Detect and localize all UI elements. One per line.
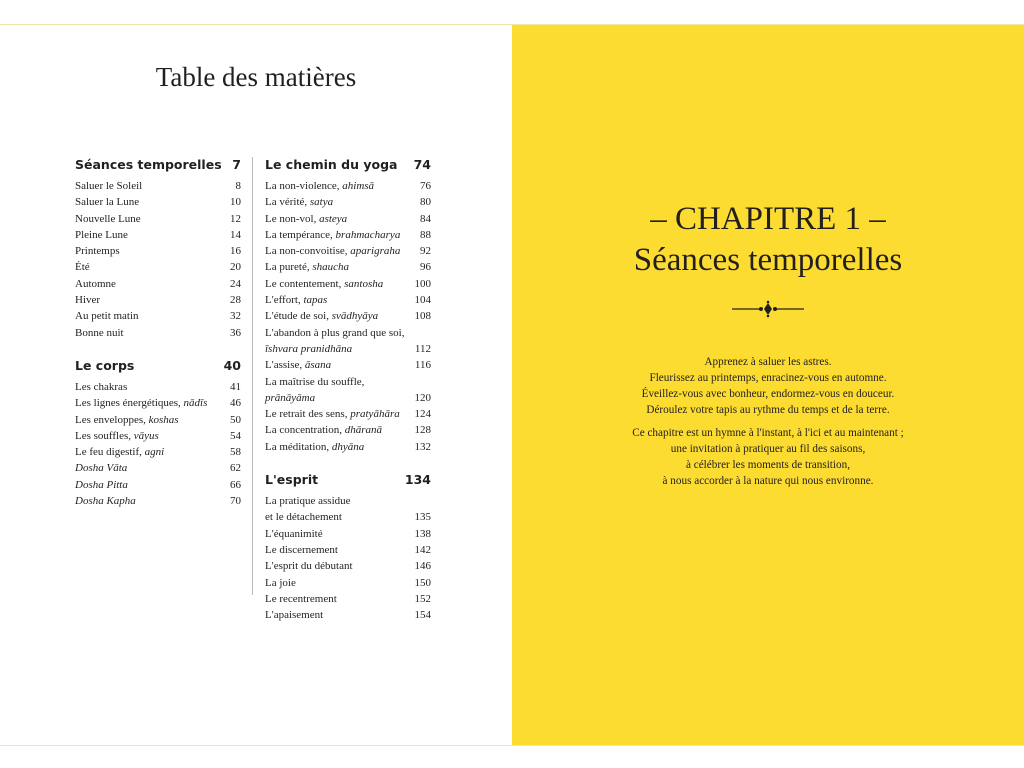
toc-entry[interactable] [265,292,431,308]
toc-entry-page: 96 [420,261,431,274]
toc-entry-label: L'esprit du débutant [265,560,353,573]
toc-entry-label [75,460,230,476]
toc-section-page: 134 [404,472,431,488]
toc-entry-label: Le feu digestif, agni [75,446,165,459]
chapter-title: Séances temporelles [633,242,903,278]
sanskrit-term: satya [309,196,334,209]
toc-entry-page: 124 [414,408,431,421]
toc-entry[interactable] [75,178,241,194]
toc-entry-page: 84 [420,212,431,225]
toc-entry-label: La méditation, dhyāna [265,440,365,453]
toc-section[interactable] [265,157,431,178]
sanskrit-term: vāyus [133,429,159,442]
toc-entry-label: La vérité, satya [265,196,334,209]
toc-entry-label: Le recentrement [265,592,337,605]
toc-entry-page: 41 [230,380,241,393]
toc-entry[interactable] [265,493,431,526]
toc-entry-label: Hiver [75,294,101,307]
toc-entry[interactable] [75,211,241,227]
toc-entry-label [75,477,230,493]
toc-entry[interactable] [265,259,431,275]
toc-entry-page: 66 [230,478,241,491]
toc-section[interactable] [75,157,241,178]
sanskrit-term: prānāyāma [265,391,316,404]
toc-entry-label [75,493,230,509]
toc-entry[interactable] [265,308,431,324]
toc-entry-page: 120 [414,391,431,404]
toc-entry-label: Les chakras [75,380,128,393]
toc-entry-label: Le non-vol, asteya [265,212,348,225]
chapter-intro [512,354,1024,489]
sanskrit-term: nādīs [183,397,208,410]
toc-entry-page: 54 [230,429,241,442]
toc-entry[interactable] [75,477,241,493]
toc-entry[interactable] [265,325,431,358]
intro-line: Fleurissez au printemps, enracinez-vous en automne. [649,372,887,384]
toc-title: Table des matières [155,62,357,92]
toc-entry-label: La non-violence, ahimsā [265,180,375,192]
toc-entry-label: Le retrait des sens, pratyāhāra [265,408,400,421]
toc-entry-page: 50 [230,413,241,426]
sanskrit-term: aparigraha [350,245,401,258]
sanskrit-term: shaucha [312,261,350,274]
toc-entry[interactable] [265,357,431,373]
toc-entry[interactable] [265,178,431,194]
toc-entry-page: 146 [414,560,431,573]
sanskrit-term: tapas [303,294,328,307]
toc-entry[interactable] [75,493,241,509]
toc-entry[interactable] [75,325,241,341]
toc-entry-label: Nouvelle Lune [75,212,141,225]
toc-section-title: L'esprit [265,472,319,488]
toc-entry-label: L'équanimité [265,527,323,540]
toc-entry[interactable] [75,460,241,476]
toc-entry-page: 150 [414,576,431,589]
toc-entry-page: 28 [230,294,241,307]
toc-entry-page: 108 [414,310,431,323]
toc-entry-page: 116 [414,359,431,372]
toc-entry-label: Pleine Lune [75,228,128,241]
toc-entry[interactable] [75,259,241,275]
toc-entry-label: Saluer la Lune [75,196,140,209]
toc-entry-label: L'apaisement [265,609,324,622]
toc-entry-label: La pratique assidue et le détachement [265,495,351,524]
toc-entry-page: 92 [420,245,431,258]
toc-entry-page: 80 [420,196,431,209]
toc-entry-label: Les enveloppes, koshas [75,413,179,426]
toc-entry-page: 112 [414,342,431,355]
toc-entry-page: 104 [414,294,431,307]
toc-entry[interactable] [265,542,431,558]
toc-entry-page: 132 [414,440,431,453]
toc-entry-label: La non-convoitise, aparigraha [265,245,401,258]
toc-entry-label: Les souffles, vāyus [75,429,159,442]
toc-entry-page: 142 [414,543,431,556]
sanskrit-term: Dosha Pitta [75,478,128,491]
sanskrit-term: svādhyāya [331,310,379,323]
toc-entry-label: La pureté, shaucha [265,261,350,274]
sanskrit-term: dhāranā [344,424,382,437]
toc-entry-page: 8 [235,180,241,192]
intro-line: Déroulez votre tapis au rythme du temps et de la terre. [646,404,890,416]
bottom-page-edge [0,745,1024,746]
toc-entry[interactable] [265,211,431,227]
toc-column-left [75,157,241,509]
toc-entry-label: La joie [265,576,296,589]
toc-entry-page: 12 [230,212,241,225]
sanskrit-term: santosha [344,277,384,290]
toc-section-title: Le corps [75,357,135,373]
toc-entry[interactable] [265,575,431,591]
toc-entry-label: La concentration, dhāranā [265,424,382,437]
toc-entry[interactable] [75,428,241,444]
toc-entry[interactable] [265,422,431,438]
intro-line: Ce chapitre est un hymne à l'instant, à l'ici et au maintenant ; [632,427,904,439]
toc-entry-page: 58 [230,446,241,459]
column-divider [252,157,253,595]
sanskrit-term: āsana [304,359,332,372]
toc-entry[interactable] [75,227,241,243]
toc-entry-page: 138 [414,527,431,540]
chapter-number: – CHAPITRE 1 – [650,201,886,237]
toc-section-page: 40 [223,357,241,373]
toc-entry-page: 14 [230,228,241,241]
toc-section[interactable] [265,472,431,493]
toc-entry[interactable] [75,243,241,259]
toc-entry[interactable] [75,194,241,210]
toc-entry-label: Au petit matin [75,310,139,323]
toc-entry[interactable] [265,439,431,455]
sanskrit-term: Dosha Kapha [75,495,136,508]
toc-entry[interactable] [75,308,241,324]
toc-entry-label: La maîtrise du souffle, prānāyāma [265,375,365,404]
toc-entry-label: L'effort, tapas [265,294,328,307]
toc-entry-label: Bonne nuit [75,326,124,339]
toc-entry-page: 32 [230,310,241,323]
toc-entry[interactable] [265,243,431,259]
toc-entry-page: 70 [230,495,241,508]
toc-entry[interactable] [265,526,431,542]
sanskrit-term: agni [144,446,165,459]
intro-line: Apprenez à saluer les astres. [704,356,832,368]
toc-entry[interactable] [75,379,241,395]
intro-line: à célébrer les moments de transition, [685,459,851,471]
toc-entry[interactable] [75,276,241,292]
chapter-heading [512,199,1024,281]
toc-entry[interactable] [75,444,241,460]
toc-entry-page: 24 [230,277,241,290]
toc-entry-page: 152 [414,592,431,605]
toc-entry-page: 10 [230,196,241,209]
toc-entry[interactable] [265,227,431,243]
intro-line: Éveillez-vous avec bonheur, endormez-vous en douceur. [641,388,895,400]
toc-entry-label: Les lignes énergétiques, nādīs [75,397,208,410]
toc-entry-page: 62 [230,462,241,475]
toc-entry[interactable] [265,276,431,292]
sanskrit-term: ahimsā [342,180,375,192]
toc-entry[interactable] [265,607,431,623]
toc-entry-label: L'étude de soi, svādhyāya [265,310,379,323]
sanskrit-term: koshas [148,413,179,426]
sanskrit-term: pratyāhāra [350,408,400,421]
toc-entry[interactable] [265,558,431,574]
toc-section-title: Séances temporelles [75,157,222,172]
toc-section[interactable] [75,358,241,379]
toc-entry-page: 20 [230,261,241,274]
toc-entry[interactable] [75,412,241,428]
sanskrit-term: īshvara pranidhāna [265,342,353,355]
toc-section-page: 7 [232,157,241,172]
toc-entry[interactable] [265,406,431,422]
toc-entry-label: Le discernement [265,543,338,556]
toc-section-page: 74 [413,157,431,172]
toc-entry-label: La tempérance, brahmacharya [265,228,401,241]
toc-entry-label: Automne [75,277,116,290]
toc-entry-label: L'abandon à plus grand que soi, īshvara pranidhāna [265,326,405,355]
toc-entry-page: 128 [414,424,431,437]
toc-entry-page: 100 [414,277,431,290]
toc-entry-label: L'assise, āsana [265,359,332,372]
toc-section-title: Le chemin du yoga [265,157,398,172]
toc-entry-page: 76 [420,180,431,192]
sanskrit-term: asteya [319,212,348,225]
intro-line: une invitation à pratiquer au fil des saisons, [670,443,866,455]
toc-entry[interactable] [75,395,241,411]
toc-entry-page: 154 [414,609,431,622]
sanskrit-term: Dosha Vāta [75,462,128,475]
toc-entry-page: 46 [230,397,241,410]
toc-entry-page: 88 [420,228,431,241]
sanskrit-term: dhyāna [331,440,365,453]
toc-entry-label: Le contentement, santosha [265,277,384,290]
sanskrit-term: brahmacharya [335,228,401,241]
ornament-icon [728,300,808,318]
toc-entry-page: 16 [230,245,241,258]
toc-column-right [265,157,431,623]
toc-entry-label: Été [75,261,90,274]
toc-entry[interactable] [75,292,241,308]
toc-entry-label: Saluer le Soleil [75,180,143,192]
toc-entry-page: 36 [230,326,241,339]
intro-line: à nous accorder à la nature qui nous environne. [662,475,874,487]
toc-entry[interactable] [265,591,431,607]
toc-entry-page: 135 [414,511,431,524]
toc-entry[interactable] [265,194,431,210]
toc-entry-label: Printemps [75,245,120,258]
toc-entry[interactable] [265,374,431,407]
